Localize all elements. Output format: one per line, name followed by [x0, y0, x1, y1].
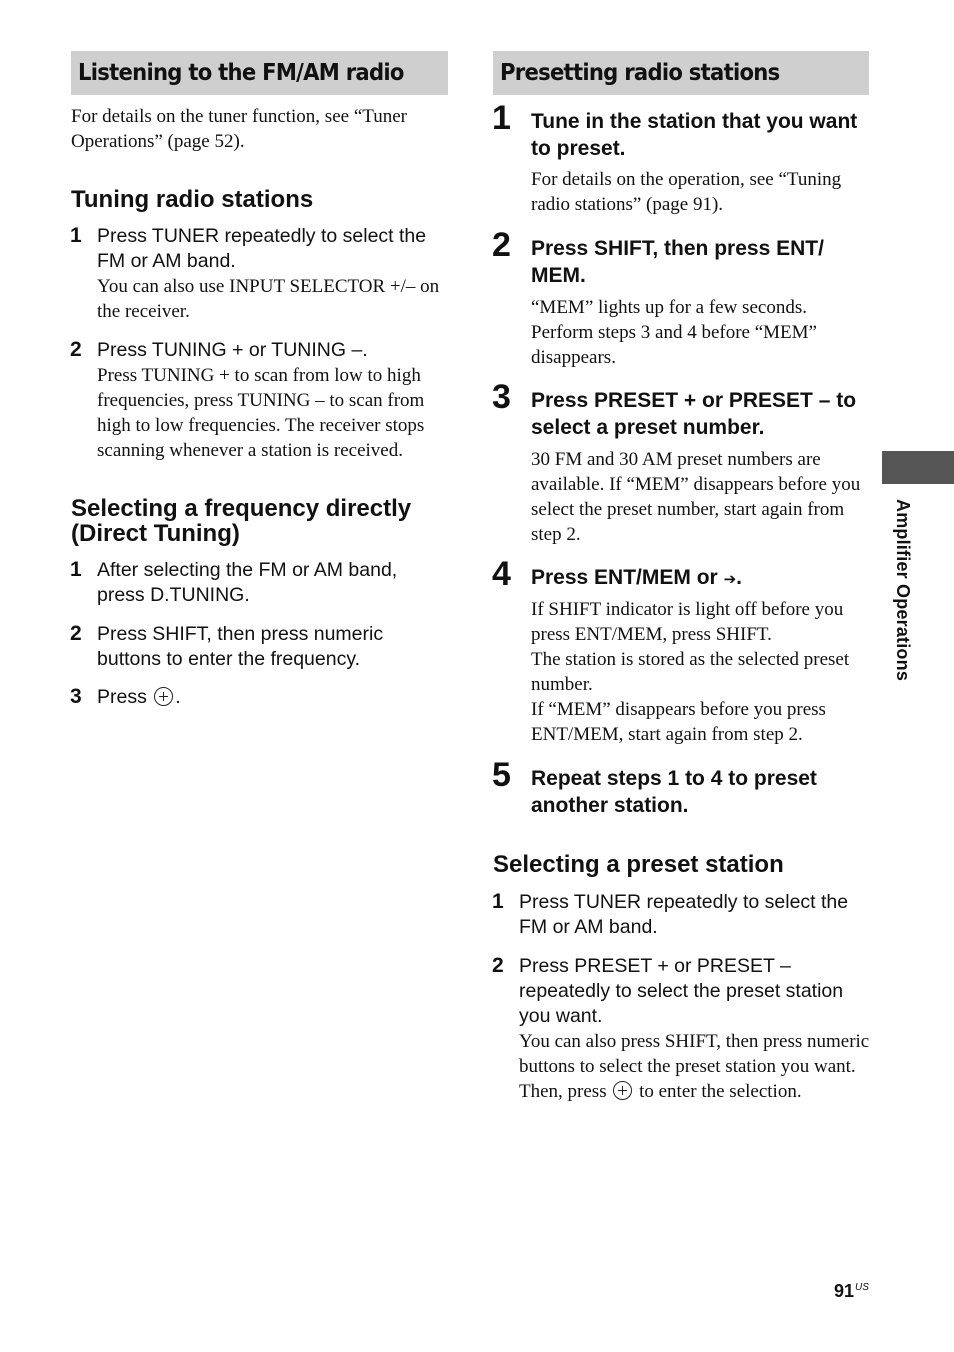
section-banner-presetting	[493, 51, 869, 95]
step-number: 3	[70, 685, 82, 708]
step-number: 2	[70, 622, 82, 645]
step-note: Press TUNING + to scan from low to high frequencies, press TUNING – to scan from high to low frequencies. The receiver stops scanning whenever a station is received.	[97, 365, 425, 461]
step-text: Press TUNER repeatedly to select the FM or AM band.	[519, 891, 849, 938]
step-text: After selecting the FM or AM band, press D.TUNING.	[97, 559, 398, 606]
big-step-number: 3	[492, 378, 511, 416]
side-tab-marker	[882, 451, 954, 484]
big-step-note	[531, 597, 876, 747]
step-note	[519, 1029, 871, 1104]
step-number: 1	[70, 558, 82, 581]
heading-tuning: Tuning radio stations	[71, 186, 314, 213]
step-text	[97, 685, 181, 710]
step-text: Press SHIFT, then press numeric buttons to enter the frequency.	[97, 623, 384, 670]
big-step-number: 1	[492, 99, 511, 137]
banner-title: Listening to the FM/AM radio	[78, 60, 404, 86]
heading-direct-tuning-2: (Direct Tuning)	[71, 520, 240, 547]
big-step-note: For details on the operation, see “Tuning radio stations” (page 91).	[531, 169, 842, 215]
big-step-title	[531, 564, 871, 593]
section-banner-fm-am	[71, 51, 448, 95]
intro-text: For details on the tuner function, see “Tuner Operations” (page 52).	[71, 106, 407, 152]
page-number-value: 91	[834, 1281, 855, 1301]
big-step-title-end: .	[736, 566, 742, 589]
side-tab-label: Amplifier Operations	[893, 499, 913, 682]
big-step-title: Press PRESET + or PRESET – to select a preset number.	[531, 389, 857, 439]
big-step-title: Tune in the station that you want to preset.	[531, 110, 858, 160]
step-text: Press TUNER repeatedly to select the FM or AM band.	[97, 225, 427, 272]
step-note: You can also use INPUT SELECTOR +/– on the receiver.	[97, 276, 440, 322]
enter-icon	[154, 687, 173, 706]
step-text-after: .	[175, 686, 181, 708]
big-step-number: 5	[492, 756, 511, 794]
note-text-before: You can also press SHIFT, then press numeric buttons to select the preset station you want. Then, press	[519, 1031, 870, 1102]
big-step-title: Repeat steps 1 to 4 to preset another station.	[531, 767, 817, 817]
step-number: 1	[70, 224, 82, 247]
note-line: If SHIFT indicator is light off before you press ENT/MEM, press SHIFT.	[531, 599, 844, 645]
big-step-number: 2	[492, 226, 511, 264]
big-step-note: 30 FM and 30 AM preset numbers are available. If “MEM” disappears before you select the preset number, start again from step 2.	[531, 449, 861, 545]
step-number: 1	[492, 890, 504, 913]
step-number: 2	[70, 338, 82, 361]
note-line: The station is stored as the selected preset number.	[531, 649, 850, 695]
banner-title: Presetting radio stations	[500, 60, 780, 86]
note-text-after: to enter the selection.	[639, 1081, 802, 1102]
page-number-suffix: US	[855, 1282, 869, 1293]
big-step-title: Press SHIFT, then press ENT/ MEM.	[531, 237, 824, 287]
step-text: Press TUNING + or TUNING –.	[97, 339, 368, 361]
step-text-before: Press	[97, 686, 147, 708]
heading-direct-tuning-1: Selecting a frequency directly	[71, 495, 412, 522]
note-line: If “MEM” disappears before you press ENT/MEM, start again from step 2.	[531, 699, 826, 745]
arrow-right-icon: ➔	[723, 570, 737, 588]
step-text: Press PRESET + or PRESET – repeatedly to select the preset station you want.	[519, 955, 844, 1027]
big-step-title-text: Press ENT/MEM or	[531, 566, 718, 589]
page-number	[834, 1281, 869, 1302]
heading-select-preset: Selecting a preset station	[493, 851, 784, 878]
step-number: 2	[492, 954, 504, 977]
big-step-note: “MEM” lights up for a few seconds. Perform steps 3 and 4 before “MEM” disappears.	[531, 297, 817, 368]
big-step-number: 4	[492, 555, 511, 593]
enter-icon	[613, 1081, 632, 1100]
